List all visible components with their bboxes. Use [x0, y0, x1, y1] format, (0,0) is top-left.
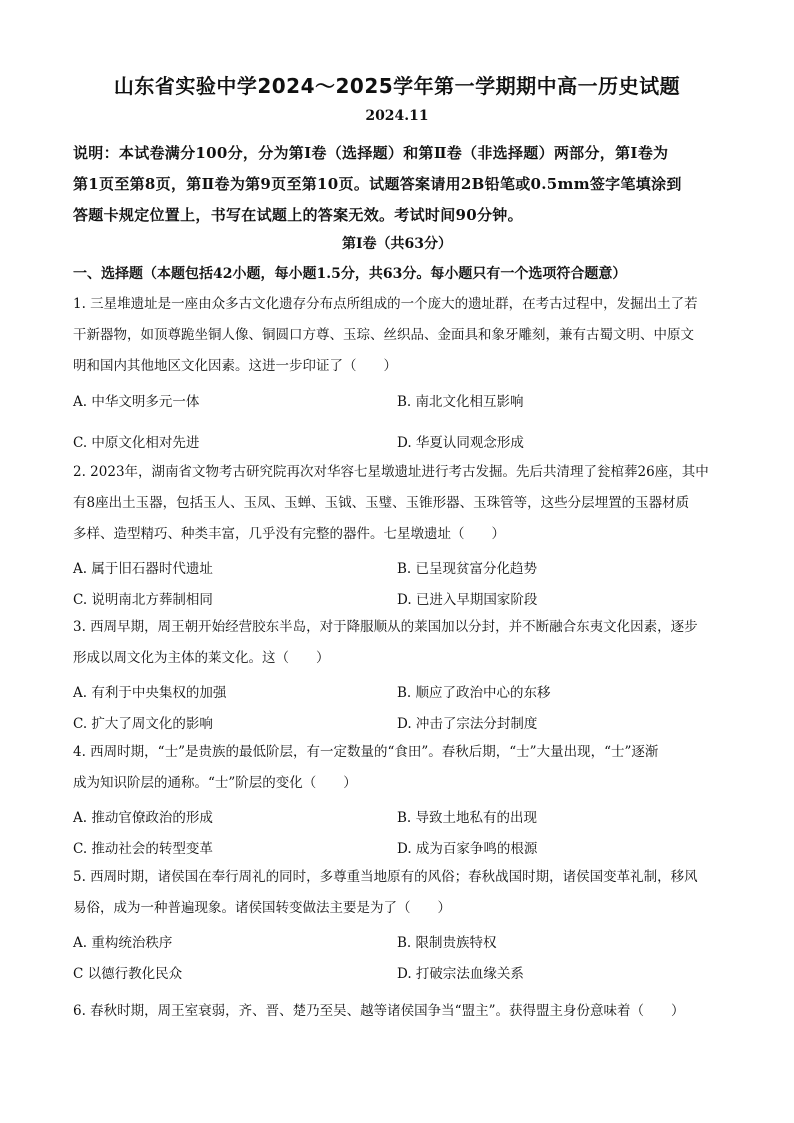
option-b[interactable]: B. 南北文化相互影响 [397, 394, 524, 410]
question-stem-line: 4. 西周时期，“士”是贵族的最低阶层，有一定数量的“食田”。春秋后期，“士”大量出现，“士”逐渐 [73, 744, 659, 760]
option-b[interactable]: B. 导致土地私有的出现 [397, 810, 538, 826]
option-c[interactable]: C. 推动社会的转型变革 [73, 841, 213, 857]
instruction-line: 答题卡规定位置上，书写在试题上的答案无效。考试时间90分钟。 [73, 206, 523, 224]
instruction-line: 第1页至第8页，第Ⅱ卷为第9页至第10页。试题答案请用2B铅笔或0.5mm签字笔填涂到 [73, 175, 682, 193]
question-stem-line: 6. 春秋时期，周王室衰弱，齐、晋、楚乃至吴、越等诸侯国争当“盟主”。获得盟主身份意味着（ ） [73, 1003, 685, 1019]
question-stem-line: 易俗，成为一种普遍现象。诸侯国转变做法主要是为了（ ） [73, 900, 451, 916]
option-a[interactable]: A. 推动官僚政治的形成 [73, 810, 213, 826]
option-a[interactable]: A. 有利于中央集权的加强 [73, 685, 227, 701]
option-d[interactable]: D. 已进入早期国家阶段 [397, 592, 538, 608]
question-stem-line: 有8座出土玉器，包括玉人、玉凤、玉蝉、玉钺、玉璧、玉锥形器、玉珠管等，这些分层埋置的玉器材质 [73, 495, 690, 511]
question-5 [73, 862, 723, 924]
question-stem-line: 成为知识阶层的通称。“士”阶层的变化（ ） [73, 775, 357, 791]
question-2 [73, 457, 723, 550]
option-d[interactable]: D. 华夏认同观念形成 [397, 435, 524, 451]
option-c[interactable]: C. 中原文化相对先进 [73, 435, 200, 451]
option-b[interactable]: B. 限制贵族特权 [397, 935, 497, 951]
question-4 [73, 737, 723, 799]
option-c[interactable]: C. 扩大了周文化的影响 [73, 716, 213, 732]
option-a[interactable]: A. 重构统治秩序 [73, 935, 173, 951]
option-a[interactable]: A. 属于旧石器时代遗址 [73, 561, 213, 577]
option-d[interactable]: D. 冲击了宗法分封制度 [397, 716, 538, 732]
page-title: 山东省实验中学2024～2025学年第一学期期中高一历史试题 [113, 74, 681, 98]
option-b[interactable]: B. 已呈现贫富分化趋势 [397, 561, 538, 577]
question-stem-line: 干新器物，如顶尊跪坐铜人像、铜圆口方尊、玉琮、丝织品、金面具和象牙雕刻，兼有古蜀文明、中原文 [73, 327, 694, 343]
question-stem-line: 1. 三星堆遗址是一座由众多古文化遗存分布点所组成的一个庞大的遗址群，在考古过程中，发掘出土了若 [73, 296, 698, 312]
question-6 [73, 996, 723, 1027]
instruction-line: 说明：本试卷满分100分，分为第Ⅰ卷（选择题）和第Ⅱ卷（非选择题）两部分，第Ⅰ卷为 [73, 144, 669, 162]
exam-date: 2024.11 [365, 108, 429, 124]
option-c[interactable]: C 以德行教化民众 [73, 966, 183, 982]
question-3 [73, 612, 723, 674]
question-stem-line: 形成以周文化为主体的莱文化。这（ ） [73, 650, 330, 666]
exam-instructions [73, 138, 723, 231]
option-a[interactable]: A. 中华文明多元一体 [73, 394, 200, 410]
option-c[interactable]: C. 说明南北方葬制相同 [73, 592, 213, 608]
question-stem-line: 明和国内其他地区文化因素。这进一步印证了（ ） [73, 358, 397, 374]
question-stem-line: 多样、造型精巧、种类丰富，几乎没有完整的器件。七星墩遗址（ ） [73, 526, 505, 542]
section-title: 第Ⅰ卷（共63分） [341, 236, 453, 252]
question-stem-line: 5. 西周时期，诸侯国在奉行周礼的同时，多尊重当地原有的风俗；春秋战国时期，诸侯国变革礼制，移风 [73, 869, 698, 885]
question-1 [73, 289, 723, 382]
question-stem-line: 2. 2023年，湖南省文物考古研究院再次对华容七星墩遗址进行考古发掘。先后共清理了瓮棺葬26座，其中 [73, 464, 709, 480]
section-instruction: 一、选择题（本题包括42小题，每小题1.5分，共63分。每小题只有一个选项符合题意） [73, 266, 627, 282]
option-d[interactable]: D. 成为百家争鸣的根源 [397, 841, 538, 857]
question-stem-line: 3. 西周早期，周王朝开始经营胶东半岛，对于降服顺从的莱国加以分封，并不断融合东夷文化因素，逐步 [73, 619, 698, 635]
option-d[interactable]: D. 打破宗法血缘关系 [397, 966, 524, 982]
option-b[interactable]: B. 顺应了政治中心的东移 [397, 685, 551, 701]
